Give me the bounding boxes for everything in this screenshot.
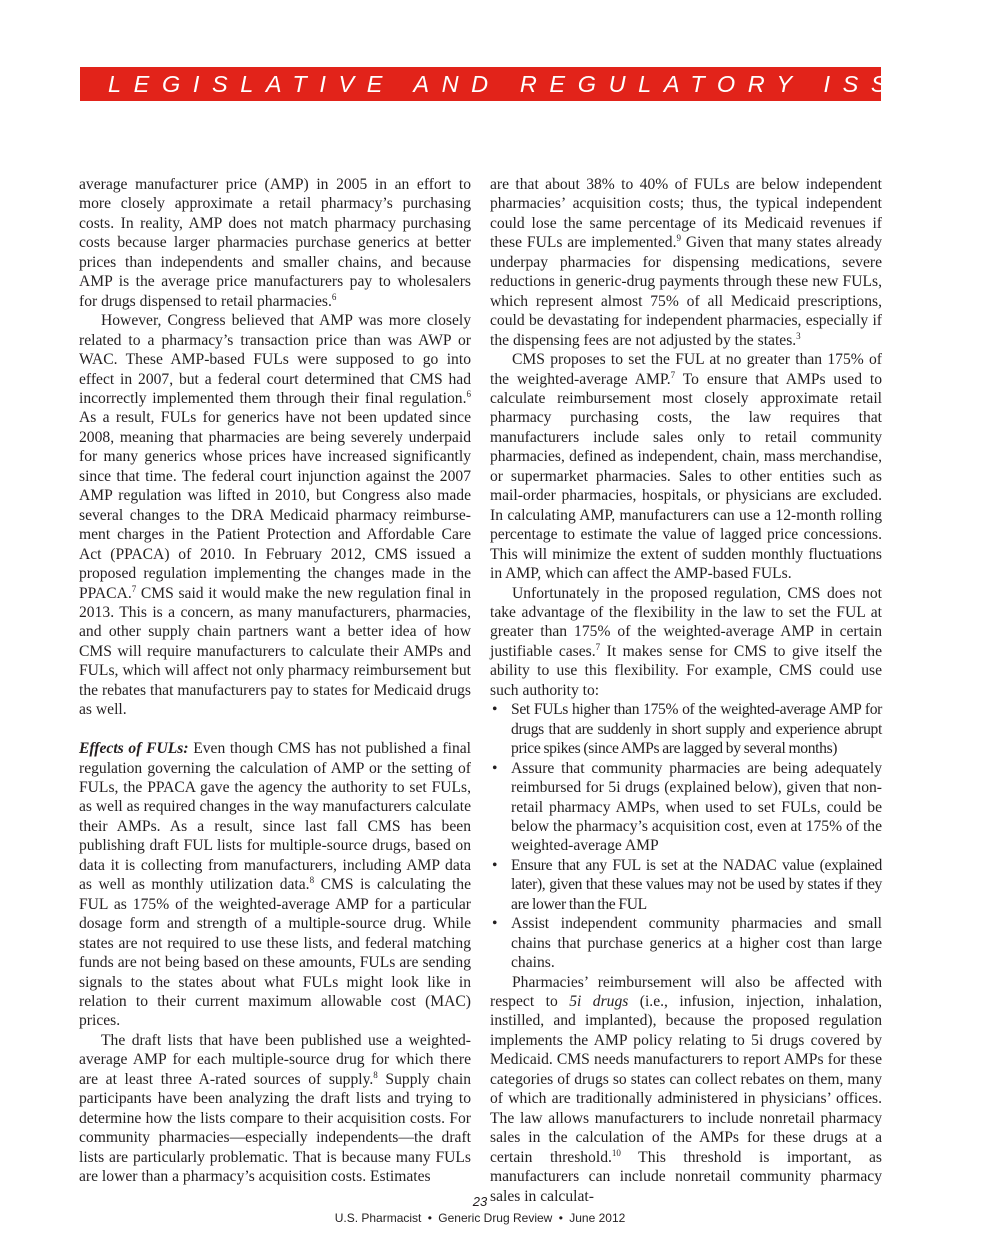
citation: 6 (466, 389, 471, 400)
list-item: • Ensure that any FUL is set at the NADAC value (explained later), given that these values may not be used by states if they are lower than the FUL (490, 856, 882, 914)
issue-date: June 2012 (569, 1211, 626, 1225)
citation: 8 (309, 875, 315, 886)
separator: • (427, 1211, 432, 1225)
citation: 7 (131, 583, 137, 594)
italic-term: 5i drugs (569, 993, 629, 1011)
list-item: • Set FULs higher than 175% of the weighted-average AMP for drugs that are suddenly in short supply and experience abrupt price spikes (since AMPs are lagged by several months) (490, 700, 882, 758)
paragraph: Pharmacies’ reimbursement will also be affected with respect to 5i drugs (i.e., infusion, injection, inhalation, instilled, and implanted), because the proposed regulation implements the AMP policy relating to 5i drugs covered by Medicaid. CMS needs manufacturers to report AMPs for these categories of drugs so states can collect rebates on them, many of which are traditionally administered in physicians’ offices. The law allows manufacturers to include nonretail pharmacy sales in the calculation of the AMPs for these drugs at a certain threshold.$^{10}$ This threshold is important, as manufacturers can include nonretail community pharmacy sales in calculat- (490, 973, 882, 1205)
supplement-name: Generic Drug Review (438, 1211, 553, 1225)
citation: 9 (676, 233, 682, 244)
paragraph: The draft lists that have been published use a weighted-average AMP for each multiple-source drug for which there are at least three A-rated sources of supply.$^8$ Supply chain participants have been analyzing the draft lists and trying to determine how the lists compare to their acquisition costs. For community pharmacies—especially independents—the draft lists are particularly problematic. That is because many FULs are lower than a pharmacy’s acquisition costs. Estimates (79, 1031, 471, 1186)
right-column (490, 175, 882, 1206)
paragraph: are that about 38% to 40% of FULs are below independent pharmacies’ acquisition costs; thus, the typical independent could lose the same percentage of its Medicaid revenues if these FULs are implemented.$^9$ Given that many states already underpay pharmacies for dispensing medications, severe reductions in generic-drug payments through these new FULs, which represent almost 75% of all Medicaid prescriptions, could be devastating for independent pharmacies, especially if the dispensing fees are not adjusted by the states.$^3$ (490, 176, 883, 349)
publication-name: U.S. Pharmacist (334, 1211, 422, 1225)
citation: 10 (611, 1147, 621, 1158)
publication-footer (0, 1211, 960, 1225)
citation: 3 (796, 330, 801, 341)
paragraph: CMS proposes to set the FUL at no greater than 175% of the weighted-average AMP.$^7$ To ensure that AMPs used to calculate reimbursement most closely approximate retail pharmacy purchasing costs, the law requires that manufacturers include sales only to retail community pharmacies, defined as independent, chain, mass merchandise, or supermarket pharmacies. Sales to other entities such as mail-order pharmacies, hospitals, or physicians are excluded. In calculating AMP, manufacturers can use a 12-month rolling percentage to estimate the value of lagged price concessions. This will minimize the extent of sudden monthly fluctuations in AMP, which can affect the AMP-based FULs. (490, 351, 882, 583)
bullet-list (490, 700, 882, 972)
list-item: • Assure that community pharmacies are being adequately reimbursed for 5i drugs (explained below), given that nonretail pharmacy AMPs, when used to set FULs, could be below the pharmacy’s acquisition cost, even at 175% of the weighted-average AMP (490, 759, 882, 856)
citation: 7 (595, 642, 601, 652)
page-number: 23 (472, 1194, 488, 1209)
citation: 7 (670, 369, 676, 380)
paragraph: However, Congress believed that AMP was more closely related to a pharmacy’s transaction price than was AWP or WAC. These AMP-based FULs were supposed to go into effect in 2007, but a federal court determined that CMS had incorrectly implemented them through their final regulation.$^6$ As a result, FULs for generics have not been updated since 2008, meaning that pharmacies are being severely underpaid for many generics whose prices have increased significantly since that time. The federal court injunction against the 2007 AMP regulation was lifted in 2010, but Congress also made several changes to the DRA Medicaid pharmacy reimbursement charges in the Patient Protection and Affordable Care Act (PPACA) of 2010. In February 2012, CMS issued a proposed regulation implementing the changes made in the PPACA.$^7$ CMS said it would make the new regulation final in 2013. This is a concern, as many manufacturers, pharmacies, and other supply chain partners want a better idea of how CMS will require manufacturers to calculate their AMPs and FULs, which will affect not only pharmacy reimbursement but the rebates that manufacturers pay to states for Medicaid drugs as well. (79, 312, 471, 719)
left-column (79, 175, 471, 1187)
citation: 6 (331, 291, 337, 302)
paragraph: average manufacturer price (AMP) in 2005 in an effort to more closely approximate a retail pharmacy’s purchasing costs. In reality, AMP does not match pharmacy purchasing costs because larger pharmacies purchase generics at better prices than independents and smaller chains, and because AMP is the average price manufacturers pay to wholesalers for drugs dispensed to retail pharmacies.$^6$ (79, 176, 471, 310)
paragraph: Unfortunately in the proposed regulation, CMS does not take advantage of the flexibility in the law to set the FUL at greater than 175% of the weighted-average AMP in certain justifiable cases.$^7$ It makes sense for CMS to give itself the ability to use this flexibility. For example, CMS could use such authority to: (490, 584, 882, 699)
citation: 8 (373, 1069, 378, 1080)
paragraph-effects-of-fuls: Effects of FULs: Even though CMS has not published a final regulation governing the calculation of AMP or the setting of FULs, the PPACA gave the agency the authority to set FULs, as well as required changes in the way manufacturers calculate their AMPs. As a result, since last fall CMS has been publishing draft FUL lists for multiple-source drugs, based on data it is collecting from manufacturers, including AMP data as well as monthly utilization data.$^8$ CMS is calculating the FUL as 175% of the weighted-average AMP for a particular dosage form and strength of a multiple-source drug. While states are not required to use these lists, and federal matching funds are not being based on these amounts, FULs are sending signals to the states about what FULs might look like in relation to their current maximum allowable cost (MAC) prices. (79, 740, 472, 1030)
section-banner (80, 67, 985, 101)
list-item: • Assist independent community pharmacies and small chains that purchase generics at a higher cost than large chains. (490, 914, 882, 972)
separator: • (558, 1211, 563, 1225)
section-title: LEGISLATIVE AND REGULATORY ISSUES (108, 71, 985, 97)
run-in-heading: Effects of FULs: (79, 740, 189, 758)
